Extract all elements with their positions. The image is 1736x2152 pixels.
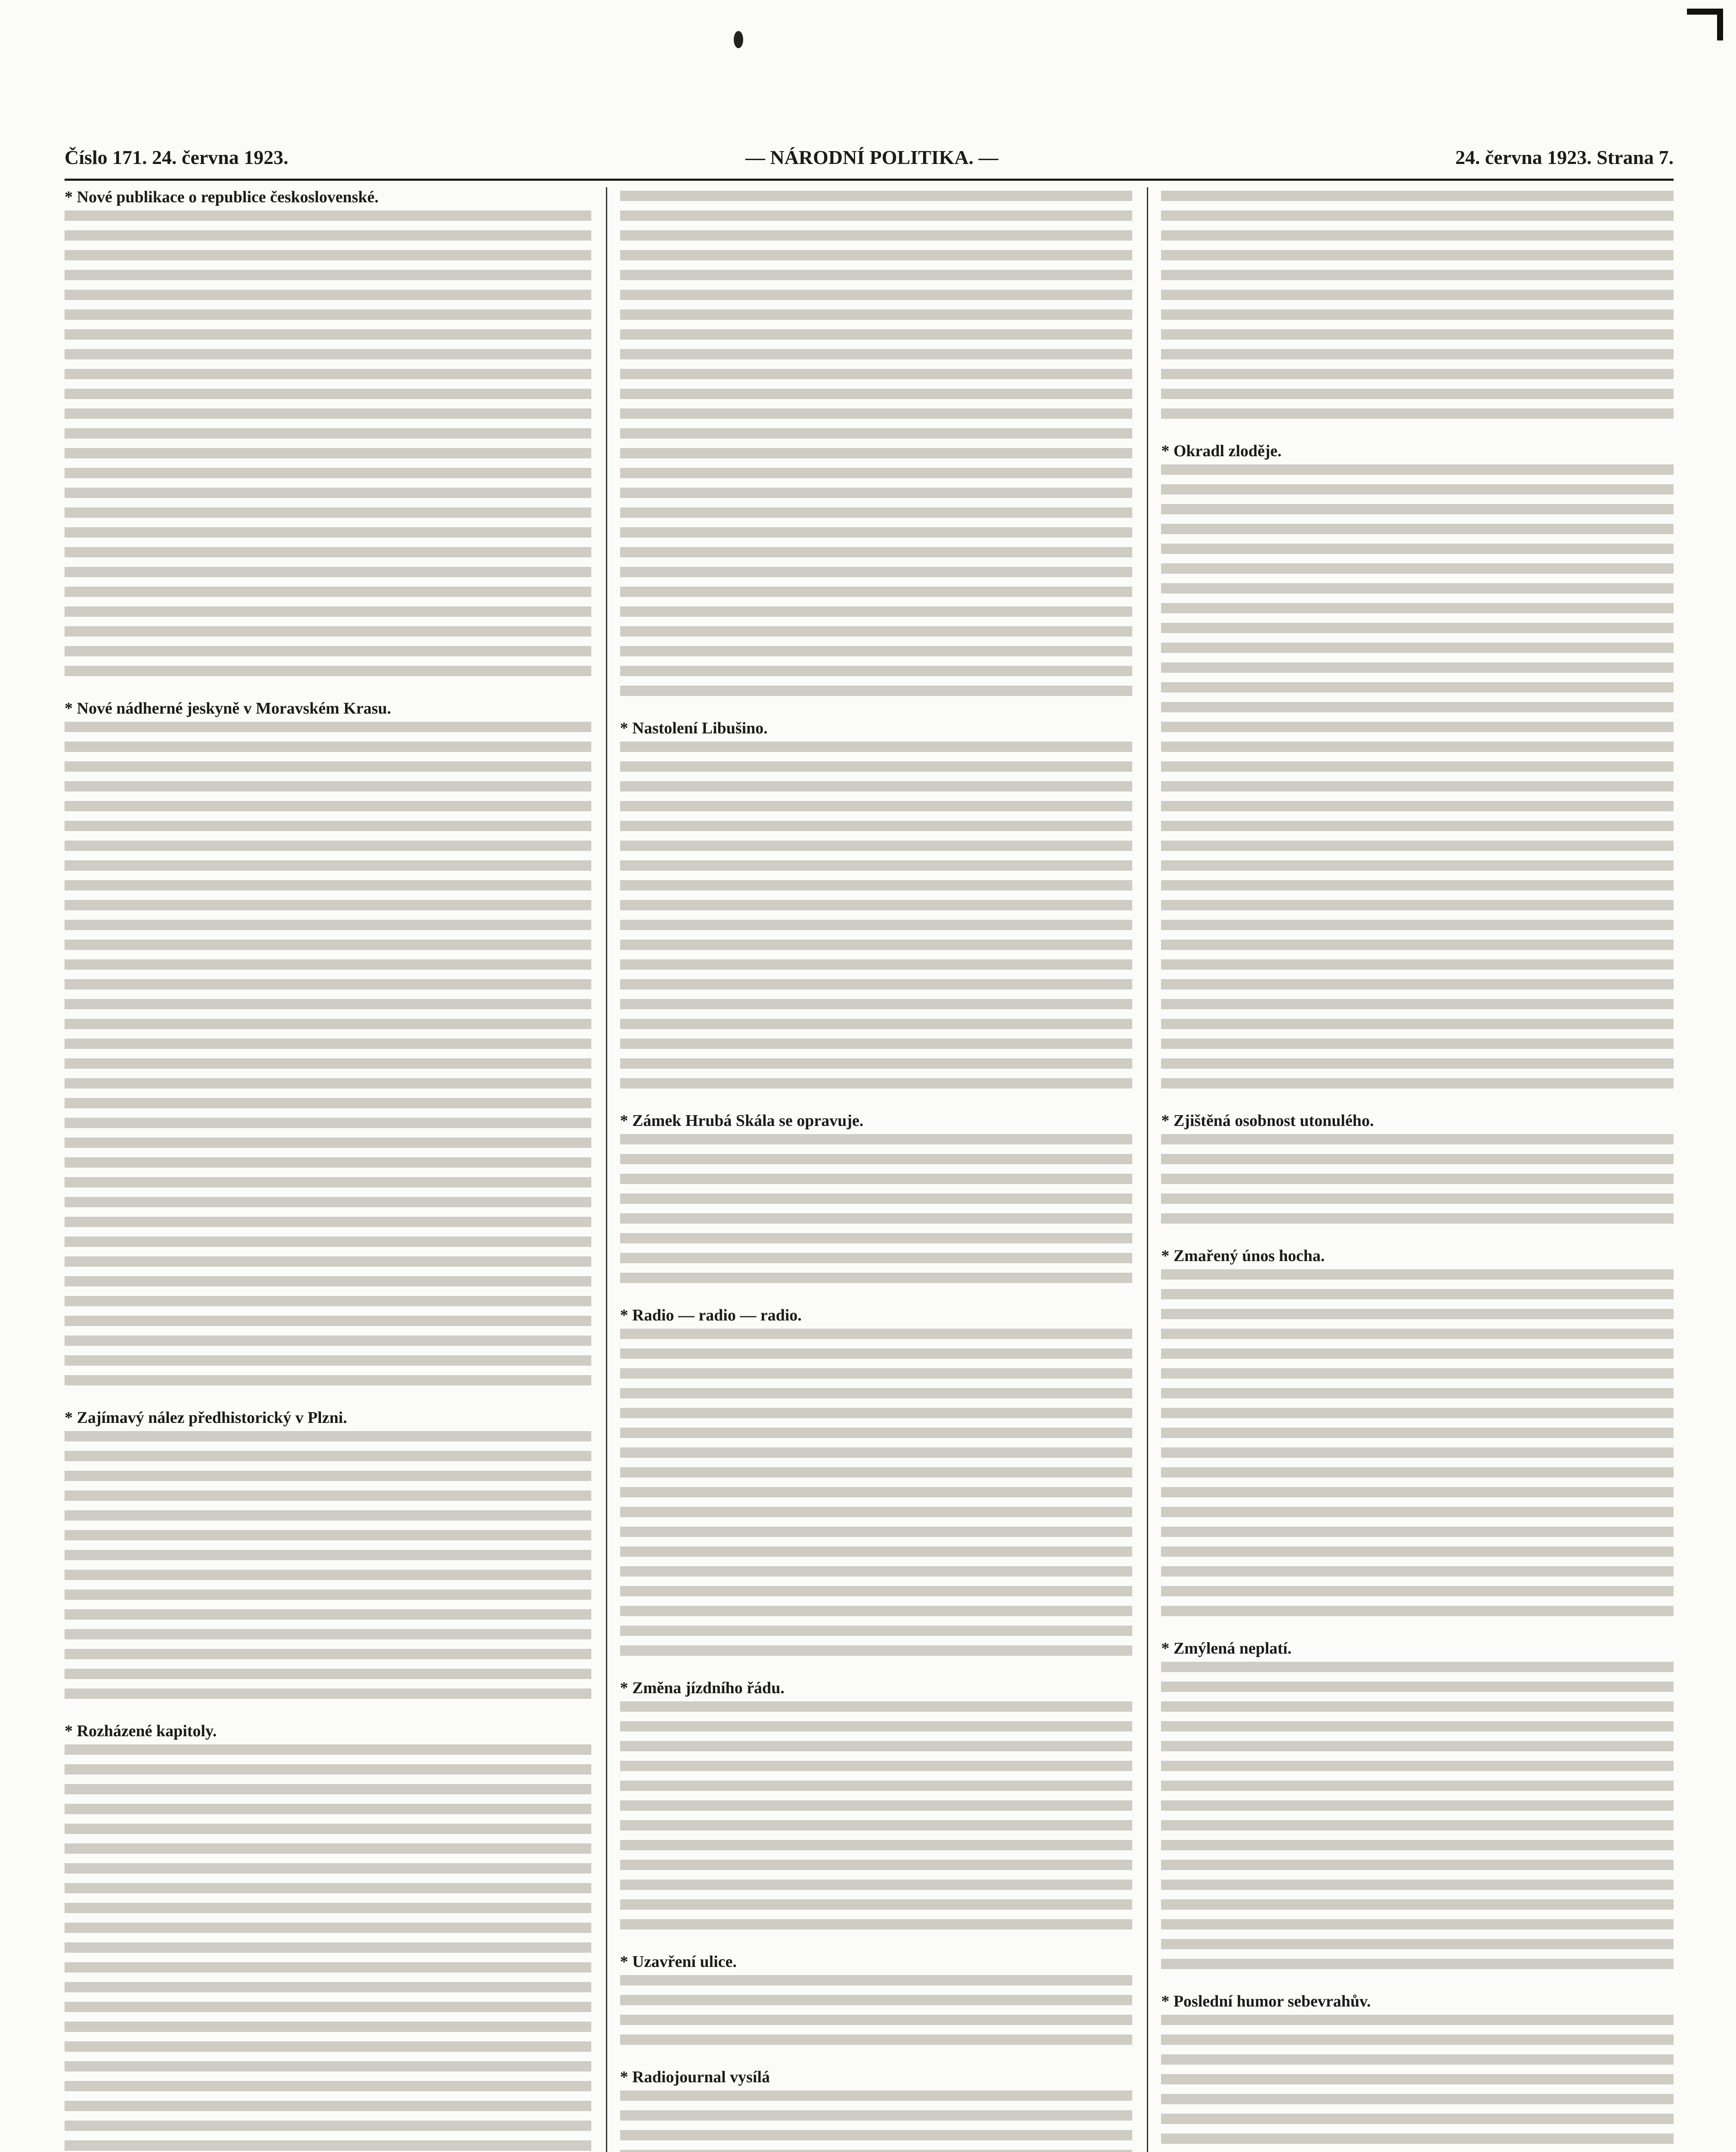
article [65,699,591,1395]
article-body-text [1161,1662,1674,1979]
header-rule [65,179,1674,181]
article-body-text [620,1701,1133,1939]
article-heading: * Uzavření ulice. [620,1953,737,1971]
article [620,1305,1133,1665]
article-heading: * Radio — radio — radio. [620,1306,802,1324]
article-body-text [620,742,1133,1098]
article-body-text [65,722,591,1395]
article-heading: * Radiojournal vysílá [620,2068,770,2086]
ink-speck [734,31,743,48]
article-heading: * Zámek Hrubá Skála se opravuje. [620,1112,864,1130]
article [65,187,591,686]
article [620,191,1133,705]
header-masthead: — NÁRODNÍ POLITIKA. — [745,146,998,168]
article-heading: * Nastolení Libušino. [620,719,768,737]
article-heading: * Poslední humor sebevrahův. [1161,1992,1371,2010]
column-3 [1147,187,1674,2152]
article-body-text [1161,2015,1674,2152]
article-body-text [1161,1134,1674,1233]
article-heading: * Změna jízdního řádu. [620,1679,785,1697]
article [620,1678,1133,1939]
article-body-text [620,1134,1133,1292]
article-heading: * Nové publikace o republice československé. [65,188,379,206]
article [65,1721,591,2152]
article-body-text [620,1329,1133,1665]
column-2 [606,187,1133,2152]
article [620,1111,1133,1292]
article-heading: * Zjištěná osobnost utonulého. [1161,1112,1374,1130]
article [1161,1639,1674,1979]
article [65,1408,591,1708]
article-body-text [65,1431,591,1708]
article-body-text [1161,1269,1674,1626]
header-issue-date: Číslo 171. 24. června 1923. [65,146,289,168]
page-corner-mark [1687,9,1723,40]
article-heading: * Zmýlená neplatí. [1161,1639,1292,1657]
header-page-number: 24. června 1923. Strana 7. [1455,146,1674,168]
article [1161,1991,1674,2152]
article-body-text [620,1975,1133,2054]
article-heading: * Nové nádherné jeskyně v Moravském Krasu. [65,699,391,717]
article-heading: * Okradl zloděje. [1161,442,1282,460]
article-body-text [1161,464,1674,1098]
column-1 [65,187,591,2152]
article-heading: * Zajímavý nález předhistorický v Plzni. [65,1409,347,1427]
article-body-text [620,191,1133,705]
article [1161,1111,1674,1233]
article [1161,191,1674,428]
article-body-text [620,2090,1133,2152]
article-body-text [65,1744,591,2152]
article [1161,441,1674,1098]
article [620,1952,1133,2054]
article-body-text [65,210,591,686]
article [620,2067,1133,2152]
article-heading: * Rozházené kapitoly. [65,1722,217,1740]
newspaper-columns [65,187,1674,2152]
article-heading: * Zmařený únos hocha. [1161,1247,1325,1265]
article [1161,1246,1674,1626]
article [620,718,1133,1098]
page-header [65,142,1674,172]
article-body-text [1161,191,1674,428]
